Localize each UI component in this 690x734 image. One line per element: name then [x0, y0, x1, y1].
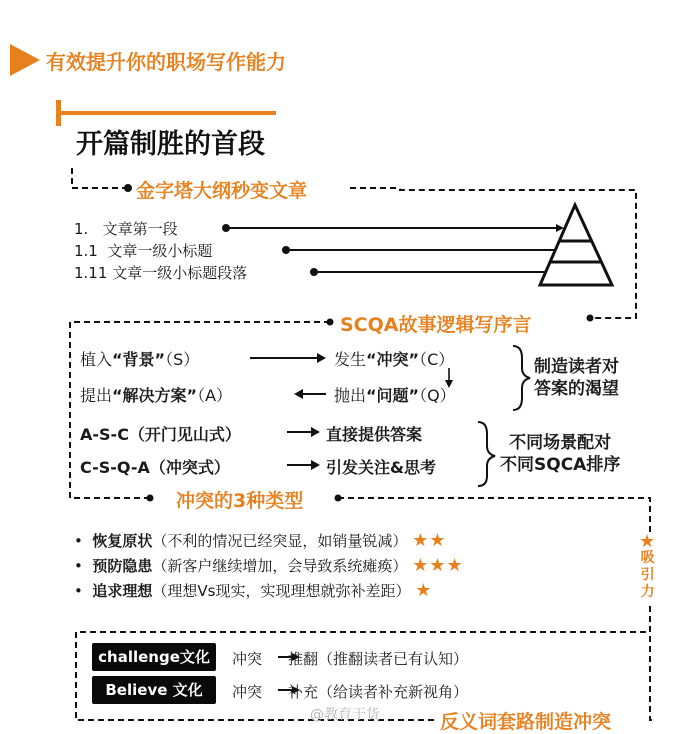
- pyramid-icon: [540, 205, 612, 285]
- antonym-heading: 反义词套路制造冲突: [436, 707, 615, 734]
- scqa-question: [334, 383, 456, 406]
- order-csqa-result: 引发关注&思考: [326, 458, 436, 477]
- attraction-label: [639, 532, 656, 602]
- side-char: 力: [640, 584, 655, 600]
- level-text: 文章第一段: [102, 220, 178, 238]
- to-word: 补充: [288, 683, 319, 701]
- level-num: 1.11: [74, 264, 108, 282]
- from-word: 冲突: [232, 683, 263, 701]
- conflict-item-prevent: [74, 555, 464, 576]
- level-num: 1.1: [74, 242, 98, 260]
- pyramid-heading: 金字塔大纲秒变文章: [132, 176, 311, 203]
- note-line: 答案的渴望: [534, 379, 619, 399]
- item-title: 预防隐患: [92, 557, 153, 575]
- scqa-solution: [80, 383, 232, 406]
- item-desc: （不利的情况已经突显，如销量锐减）: [152, 532, 408, 550]
- antonym-row-challenge: [232, 648, 468, 669]
- note-line: 不同SQCA排序: [500, 455, 621, 475]
- scqa-background: [80, 347, 199, 370]
- bullet: •: [74, 582, 83, 600]
- side-char: 吸: [640, 550, 655, 566]
- conflict-item-ideal: [74, 580, 432, 601]
- main-title: 开篇制胜的首段: [76, 129, 265, 160]
- order-csqa: C-S-Q-A（冲突式）: [80, 458, 230, 477]
- code: （Q）: [419, 386, 456, 405]
- level-text: 文章一级小标题: [107, 242, 213, 260]
- challenge-badge: challenge文化: [92, 643, 216, 671]
- key: “冲突”: [366, 350, 420, 369]
- bullet: •: [74, 532, 83, 550]
- item-title: 恢复原状: [92, 532, 153, 550]
- note-line: 制造读者对: [534, 357, 619, 377]
- bracket-note-1: [534, 356, 619, 400]
- key: “背景”: [112, 350, 166, 369]
- bracket-note-2: [500, 432, 620, 476]
- believe-badge: Believe 文化: [92, 676, 216, 704]
- item-desc: （理想Vs现实，实现理想就弥补差距）: [152, 582, 411, 600]
- top-title: 有效提升你的职场写作能力: [46, 50, 286, 74]
- to-word: 推翻: [288, 650, 319, 668]
- pyramid-level-3: [74, 262, 247, 283]
- star-icon: ★★★: [412, 555, 464, 576]
- star-icon: ★: [415, 580, 433, 601]
- key: “解决方案”: [112, 386, 198, 405]
- prefix: 提出: [80, 386, 113, 405]
- watermark: @教育干货: [310, 707, 380, 723]
- conflict-item-restore: [74, 530, 447, 551]
- order-asc-result: 直接提供答案: [326, 425, 423, 444]
- star-icon: ★★: [412, 530, 447, 551]
- key: “问题”: [366, 386, 420, 405]
- row-desc: （推翻读者已有认知）: [318, 650, 469, 668]
- scqa-heading: SCQA故事逻辑写序言: [336, 310, 536, 337]
- pyramid-level-1: [74, 218, 178, 239]
- code: （S）: [165, 350, 200, 369]
- code: （C）: [419, 350, 455, 369]
- note-line: 不同场景配对: [509, 433, 612, 453]
- scqa-conflict: [334, 347, 454, 370]
- antonym-row-believe: [232, 681, 468, 702]
- side-char: 引: [640, 567, 655, 583]
- conflict-heading: 冲突的3种类型: [172, 486, 307, 513]
- from-word: 冲突: [232, 650, 263, 668]
- row-desc: （给读者补充新视角）: [318, 683, 469, 701]
- prefix: 发生: [334, 350, 367, 369]
- prefix: 植入: [80, 350, 113, 369]
- level-text: 文章一级小标题段落: [112, 264, 248, 282]
- star-icon: ★: [639, 531, 657, 552]
- play-triangle-icon: [10, 44, 40, 76]
- item-desc: （新客户继续增加，会导致系统瘫痪）: [152, 557, 408, 575]
- pyramid-level-2: [74, 240, 212, 261]
- level-num: 1.: [74, 220, 89, 238]
- code: （A）: [197, 386, 233, 405]
- bullet: •: [74, 557, 83, 575]
- prefix: 抛出: [334, 386, 367, 405]
- item-title: 追求理想: [92, 582, 153, 600]
- order-asc: A-S-C（开门见山式）: [80, 425, 241, 444]
